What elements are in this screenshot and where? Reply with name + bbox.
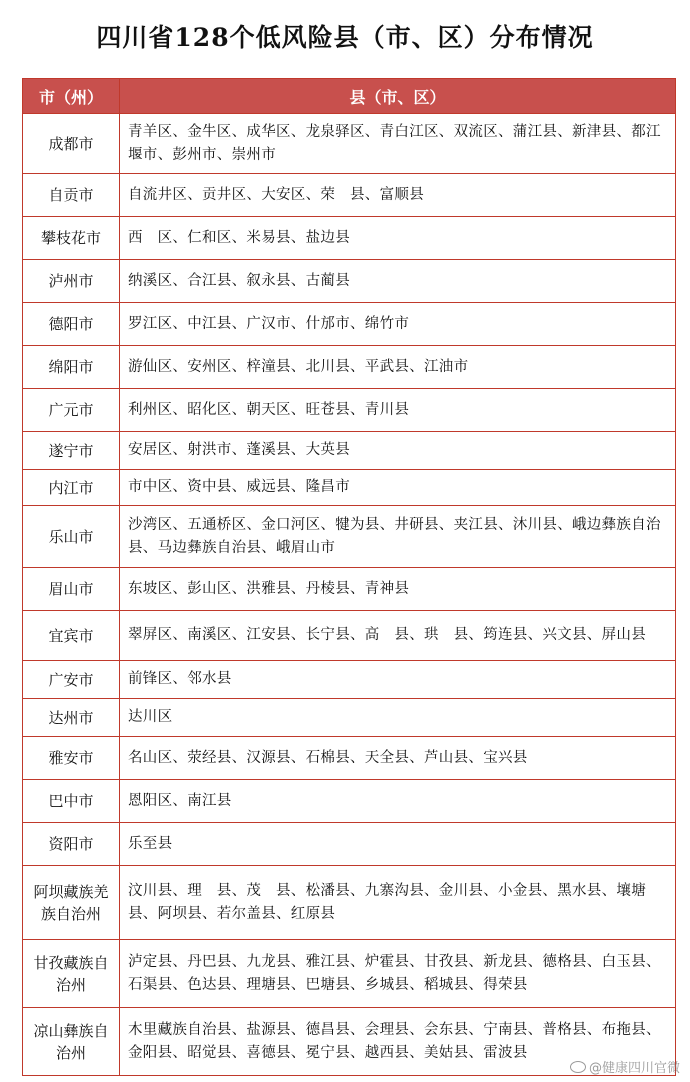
counties-cell: 达川区 [120, 699, 676, 737]
table-row [23, 611, 676, 661]
table-row [23, 346, 676, 389]
city-cell: 宜宾市 [23, 611, 120, 661]
table-body [23, 114, 676, 1076]
counties-cell: 名山区、荥经县、汉源县、石棉县、天全县、芦山县、宝兴县 [120, 737, 676, 780]
city-cell: 眉山市 [23, 568, 120, 611]
city-cell: 广安市 [23, 661, 120, 699]
city-cell: 攀枝花市 [23, 217, 120, 260]
counties-cell: 自流井区、贡井区、大安区、荣 县、富顺县 [120, 174, 676, 217]
table-row [23, 780, 676, 823]
table-row [23, 303, 676, 346]
header-city: 市（州） [23, 79, 120, 114]
counties-cell: 恩阳区、南江县 [120, 780, 676, 823]
table-row [23, 260, 676, 303]
table-row [23, 661, 676, 699]
counties-cell: 汶川县、理 县、茂 县、松潘县、九寨沟县、金川县、小金县、黑水县、壤塘县、阿坝县、若尔盖县、红原县 [120, 866, 676, 940]
city-cell: 阿坝藏族羌族自治州 [23, 866, 120, 940]
table-row [23, 940, 676, 1008]
counties-cell: 东坡区、彭山区、洪雅县、丹棱县、青神县 [120, 568, 676, 611]
watermark [570, 1057, 680, 1076]
city-cell: 自贡市 [23, 174, 120, 217]
city-cell: 甘孜藏族自治州 [23, 940, 120, 1008]
counties-cell: 市中区、资中县、威远县、隆昌市 [120, 470, 676, 506]
city-cell: 资阳市 [23, 823, 120, 866]
city-cell: 雅安市 [23, 737, 120, 780]
table-header-row [23, 79, 676, 114]
city-cell: 广元市 [23, 389, 120, 432]
city-cell: 德阳市 [23, 303, 120, 346]
city-cell: 巴中市 [23, 780, 120, 823]
page-title: 四川省128个低风险县（市、区）分布情况 [96, 23, 594, 52]
counties-cell: 乐至县 [120, 823, 676, 866]
counties-cell: 利州区、昭化区、朝天区、旺苍县、青川县 [120, 389, 676, 432]
city-cell: 乐山市 [23, 506, 120, 568]
weibo-icon [570, 1061, 586, 1073]
counties-cell: 沙湾区、五通桥区、金口河区、犍为县、井研县、夹江县、沐川县、峨边彝族自治县、马边彝族自治县、峨眉山市 [120, 506, 676, 568]
table-row [23, 217, 676, 260]
counties-cell: 木里藏族自治县、盐源县、德昌县、会理县、会东县、宁南县、普格县、布拖县、金阳县、昭觉县、喜德县、冕宁县、越西县、美姑县、雷波县 [120, 1008, 676, 1076]
watermark-text: @健康四川官微 [588, 1061, 680, 1076]
counties-cell: 泸定县、丹巴县、九龙县、雅江县、炉霍县、甘孜县、新龙县、德格县、白玉县、石渠县、色达县、理塘县、巴塘县、乡城县、稻城县、得荣县 [120, 940, 676, 1008]
city-cell: 达州市 [23, 699, 120, 737]
table-row [23, 174, 676, 217]
county-table [22, 78, 676, 1076]
counties-cell: 罗江区、中江县、广汉市、什邡市、绵竹市 [120, 303, 676, 346]
counties-cell: 西 区、仁和区、米易县、盐边县 [120, 217, 676, 260]
table-row [23, 470, 676, 506]
table-row [23, 866, 676, 940]
counties-cell: 青羊区、金牛区、成华区、龙泉驿区、青白江区、双流区、蒲江县、新津县、都江堰市、彭州市、崇州市 [120, 114, 676, 174]
table-row [23, 737, 676, 780]
table-row [23, 114, 676, 174]
header-counties: 县（市、区） [120, 79, 676, 114]
city-cell: 内江市 [23, 470, 120, 506]
city-cell: 凉山彝族自治州 [23, 1008, 120, 1076]
counties-cell: 纳溪区、合江县、叙永县、古蔺县 [120, 260, 676, 303]
table-row [23, 823, 676, 866]
counties-cell: 游仙区、安州区、梓潼县、北川县、平武县、江油市 [120, 346, 676, 389]
counties-cell: 安居区、射洪市、蓬溪县、大英县 [120, 432, 676, 470]
counties-cell: 前锋区、邻水县 [120, 661, 676, 699]
city-cell: 泸州市 [23, 260, 120, 303]
table-row [23, 699, 676, 737]
city-cell: 遂宁市 [23, 432, 120, 470]
counties-cell: 翠屏区、南溪区、江安县、长宁县、高 县、珙 县、筠连县、兴文县、屏山县 [120, 611, 676, 661]
table-row [23, 568, 676, 611]
table-row [23, 389, 676, 432]
table-row [23, 506, 676, 568]
city-cell: 绵阳市 [23, 346, 120, 389]
city-cell: 成都市 [23, 114, 120, 174]
table-row [23, 432, 676, 470]
